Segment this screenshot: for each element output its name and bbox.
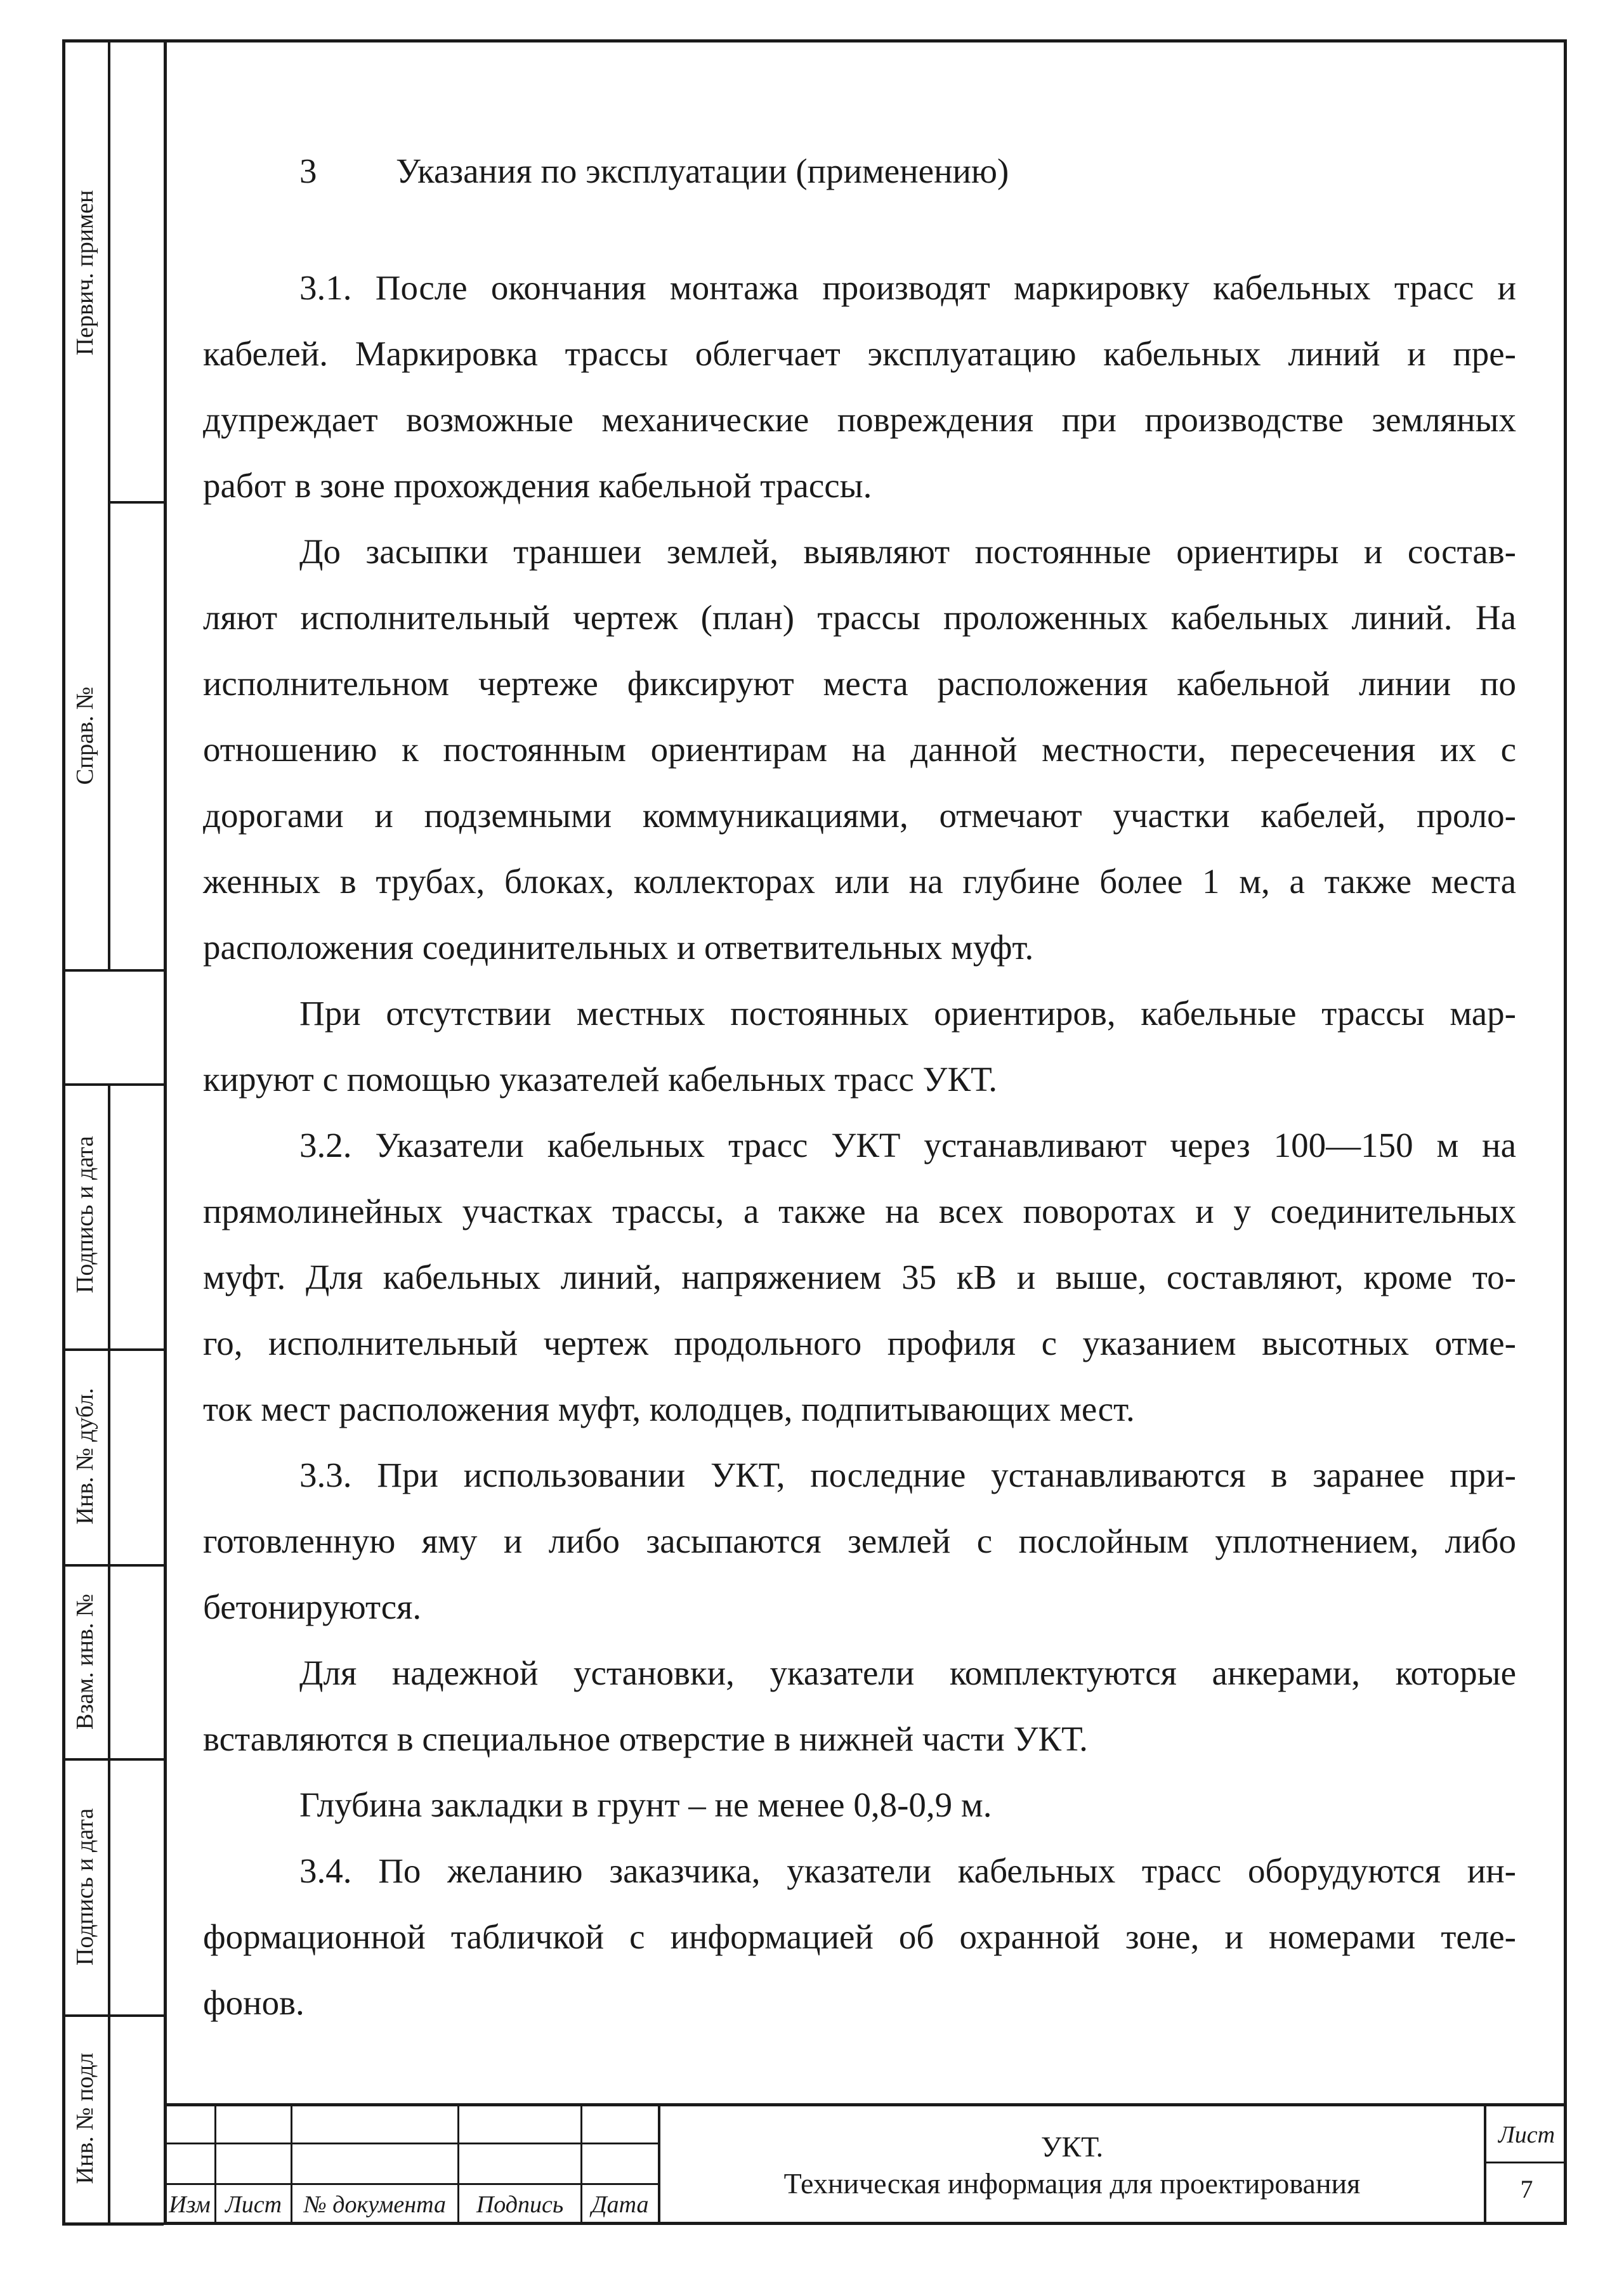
stamp-divider <box>62 1758 164 1761</box>
col-doc-number: № документа <box>303 2191 447 2218</box>
document-title-line1: УКТ. <box>1040 2130 1104 2163</box>
text-line: расположения соединительных и ответвительных муфт. <box>203 928 1034 967</box>
text-line: прямолинейных участках трассы, а также на всех поворотах и у соединительных <box>203 1192 1516 1230</box>
text-line: дорогами и подземными коммуникациями, отмечают участки кабелей, проло- <box>203 796 1516 835</box>
section-heading <box>299 151 1009 191</box>
text-line: 3.4. По желанию заказчика, указатели кабельных трасс оборудуются ин- <box>299 1851 1516 1890</box>
text-line: 3.1. После окончания монтажа производят маркировку кабельных трасс и <box>299 268 1516 307</box>
title-block-top-border <box>164 2103 1567 2106</box>
stamp-divider <box>62 1564 164 1567</box>
stamp-bottom-border <box>62 2222 164 2226</box>
stamp-divider <box>62 2014 164 2017</box>
text-line: 3.3. При использовании УКТ, последние устанавливаются в заранее при- <box>299 1456 1516 1494</box>
section-title: Указания по эксплуатации (применению) <box>396 152 1009 190</box>
text-line: муфт. Для кабельных линий, напряжением 35 кВ и выше, составляют, кроме то- <box>203 1258 1516 1296</box>
sheet-label: Лист <box>1498 2122 1555 2148</box>
title-block-row-line <box>164 2143 658 2144</box>
title-block-col-line <box>658 2103 660 2225</box>
sheet-number: 7 <box>1520 2175 1533 2203</box>
text-line: 3.2. Указатели кабельных трасс УКТ устанавливают через 100—150 м на <box>299 1126 1516 1164</box>
text-line: отношению к постоянным ориентирам на данной местности, пересечения их с <box>203 730 1516 769</box>
text-line: Для надежной установки, указатели комплектуются анкерами, которые <box>299 1654 1516 1692</box>
stamp-divider <box>108 501 164 504</box>
text-line: Глубина закладки в грунт – не менее 0,8-0,9 м. <box>299 1785 992 1824</box>
text-line: бетонируются. <box>203 1588 422 1626</box>
col-list: Лист <box>225 2191 282 2218</box>
text-line: ток мест расположения муфт, колодцев, подпитывающих мест. <box>203 1390 1135 1428</box>
stamp-border-inner-lower <box>108 1085 110 2225</box>
text-line: кабелей. Маркировка трассы облегчает эксплуатацию кабельных линий и пре- <box>203 334 1516 373</box>
text-line: кируют с помощью указателей кабельных трасс УКТ. <box>203 1060 998 1099</box>
col-signature: Подпись <box>476 2191 564 2218</box>
stamp-divider <box>62 1083 164 1086</box>
title-block <box>164 2103 1567 2225</box>
stamp-border-inner <box>108 39 110 972</box>
section-number: 3 <box>299 152 317 190</box>
text-line: ляют исполнительный чертеж (план) трассы проложенных кабельных линий. На <box>203 598 1516 637</box>
stamp-top-border <box>62 39 164 42</box>
stamp-border-outer <box>62 39 65 2225</box>
text-line: го, исполнительный чертеж продольного профиля с указанием высотных отме- <box>203 1324 1516 1362</box>
text-line: женных в трубах, блоках, коллекторах или на глубине более 1 м, а также места <box>203 862 1516 901</box>
text-line: исполнительном чертеже фиксируют места расположения кабельной линии по <box>203 664 1516 703</box>
text-line: При отсутствии местных постоянных ориентиров, кабельные трассы мар- <box>299 994 1516 1033</box>
text-line: вставляются в специальное отверстие в нижней части УКТ. <box>203 1719 1088 1758</box>
text-line: работ в зоне прохождения кабельной трассы. <box>203 466 872 505</box>
sheet-box-divider <box>1484 2162 1567 2163</box>
title-block-row-line <box>164 2183 658 2185</box>
text-line: готовленную яму и либо засыпаются землей с послойным уплотнением, либо <box>203 1522 1516 1560</box>
document-title-line2: Техническая информация для проектирования <box>783 2167 1361 2200</box>
text-line: До засыпки траншеи землей, выявляют постоянные ориентиры и состав- <box>299 532 1516 571</box>
col-izm: Изм <box>169 2191 211 2218</box>
col-date: Дата <box>591 2191 649 2218</box>
text-line: фонов. <box>203 1983 304 2022</box>
stamp-divider <box>62 1348 164 1351</box>
text-line: формационной табличкой с информацией об охранной зоне, и номерами теле- <box>203 1917 1516 1956</box>
stamp-divider <box>62 969 164 972</box>
text-line: дупреждает возможные механические повреждения при производстве земляных <box>203 400 1516 439</box>
